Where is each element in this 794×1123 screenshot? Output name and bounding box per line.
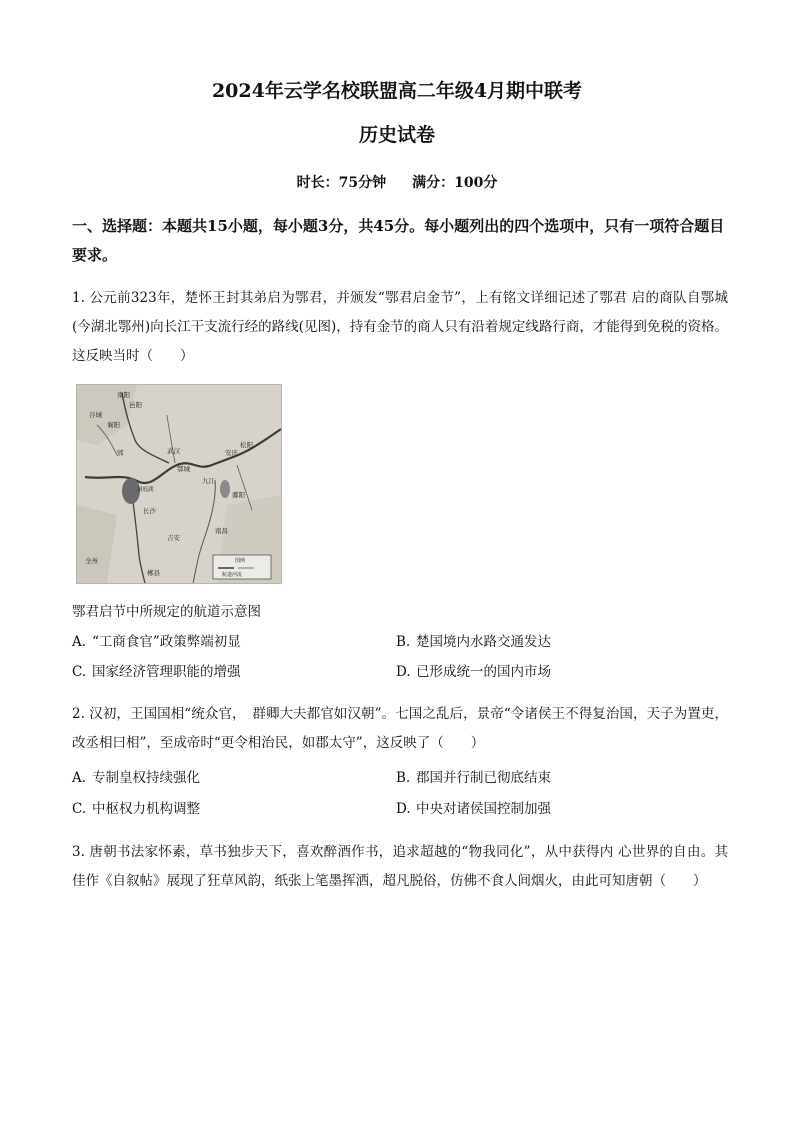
- q1-option-b: [396, 632, 551, 652]
- map-legend-text: 航道河流: [222, 572, 243, 578]
- map-label: 邑阳: [129, 401, 142, 409]
- map-label: 全州: [85, 557, 98, 565]
- option-key: D.: [396, 664, 411, 680]
- q2-option-d: [396, 799, 551, 819]
- option-key: C.: [72, 664, 87, 680]
- question-1-stem: 1. 公元前323年，楚怀王封其弟启为鄂君，并颁发“鄂君启金节”，上有铭文详细记述了鄂君 启的商队自鄂城(今湖北鄂州)向长江干支流行经的路线(见图)，持有金节的商人只有沿着规定线路行商，才能得到免税的资格。这反映当时（ ）: [72, 290, 728, 364]
- option-text: 郡国并行制已彻底结束: [416, 770, 551, 786]
- map-label: 鄂城: [177, 465, 190, 473]
- map-label: 郴县: [147, 569, 160, 577]
- route-map-svg: [77, 385, 281, 583]
- option-key: B.: [396, 634, 411, 650]
- option-key: B.: [396, 770, 411, 786]
- map-label: 武汉: [167, 447, 180, 455]
- map-label: 九江: [202, 477, 215, 485]
- q2-option-c: [72, 799, 200, 819]
- exam-subject: 历史试卷: [358, 124, 435, 146]
- exam-duration: 时长：75分钟: [296, 175, 387, 191]
- q1-option-d: [396, 662, 551, 682]
- map-label: 松阳: [240, 441, 253, 449]
- q1-option-a: [72, 632, 241, 652]
- map-label: 长沙: [143, 507, 156, 515]
- question-2-stem: 2. 汉初，王国国相“统众官， 群卿大夫都官如汉朝”。七国之乱后，景帝“令诸侯王不得复治国，天子为置吏，改丞相曰相”，至成帝时“更令相治民，如郡太守”，这反映了（ ）: [72, 706, 728, 751]
- option-key: D.: [396, 801, 411, 817]
- map-label: 吉安: [167, 534, 180, 542]
- option-text: 已形成统一的国内市场: [416, 664, 551, 680]
- option-text: 专制皇权持续强化: [92, 770, 200, 786]
- q2-option-a: [72, 768, 200, 788]
- option-key: C.: [72, 801, 87, 817]
- map-label: 郢: [117, 449, 124, 457]
- figure-caption: 鄂君启节中所规定的航道示意图: [72, 604, 261, 620]
- q2-option-b: [396, 768, 551, 788]
- map-label: 南阳: [117, 391, 130, 399]
- question-3-stem: 3. 唐朝书法家怀素，草书独步天下，喜欢醉酒作书，追求超越的“物我同化”，从中获得内 心世界的自由。其佳作《自叙帖》展现了狂草风韵，纸张上笔墨挥洒，超凡脱俗，仿佛不食人间烟火，由此可知唐朝（ ）: [72, 844, 728, 889]
- route-map-figure: [76, 384, 282, 584]
- option-key: A.: [72, 634, 87, 650]
- map-label: 南昌: [215, 527, 228, 535]
- map-legend-title: 图例: [235, 558, 246, 564]
- option-key: A.: [72, 770, 87, 786]
- map-label: 安庆: [225, 449, 238, 457]
- map-label: 谷城: [89, 411, 102, 419]
- map-label: 洞庭湖: [137, 487, 154, 493]
- option-text: 中枢权力机构调整: [92, 801, 200, 817]
- exam-meta: [0, 172, 794, 192]
- option-text: 中央对诸侯国控制加强: [416, 801, 551, 817]
- exam-score: 满分：100分: [412, 175, 498, 191]
- option-text: 国家经济管理职能的增强: [92, 664, 241, 680]
- q1-option-c: [72, 662, 241, 682]
- map-label: 鄱阳: [232, 491, 245, 499]
- exam-title: 2024年云学名校联盟高二年级4月期中联考: [211, 80, 583, 102]
- section-heading: 一、选择题：本题共15小题，每小题3分，共45分。每小题列出的四个选项中，只有一项符合题目要求。: [72, 217, 725, 264]
- option-text: 楚国境内水路交通发达: [416, 634, 551, 650]
- option-text: “工商食官”政策弊端初显: [92, 634, 241, 650]
- map-label: 襄阳: [107, 421, 120, 429]
